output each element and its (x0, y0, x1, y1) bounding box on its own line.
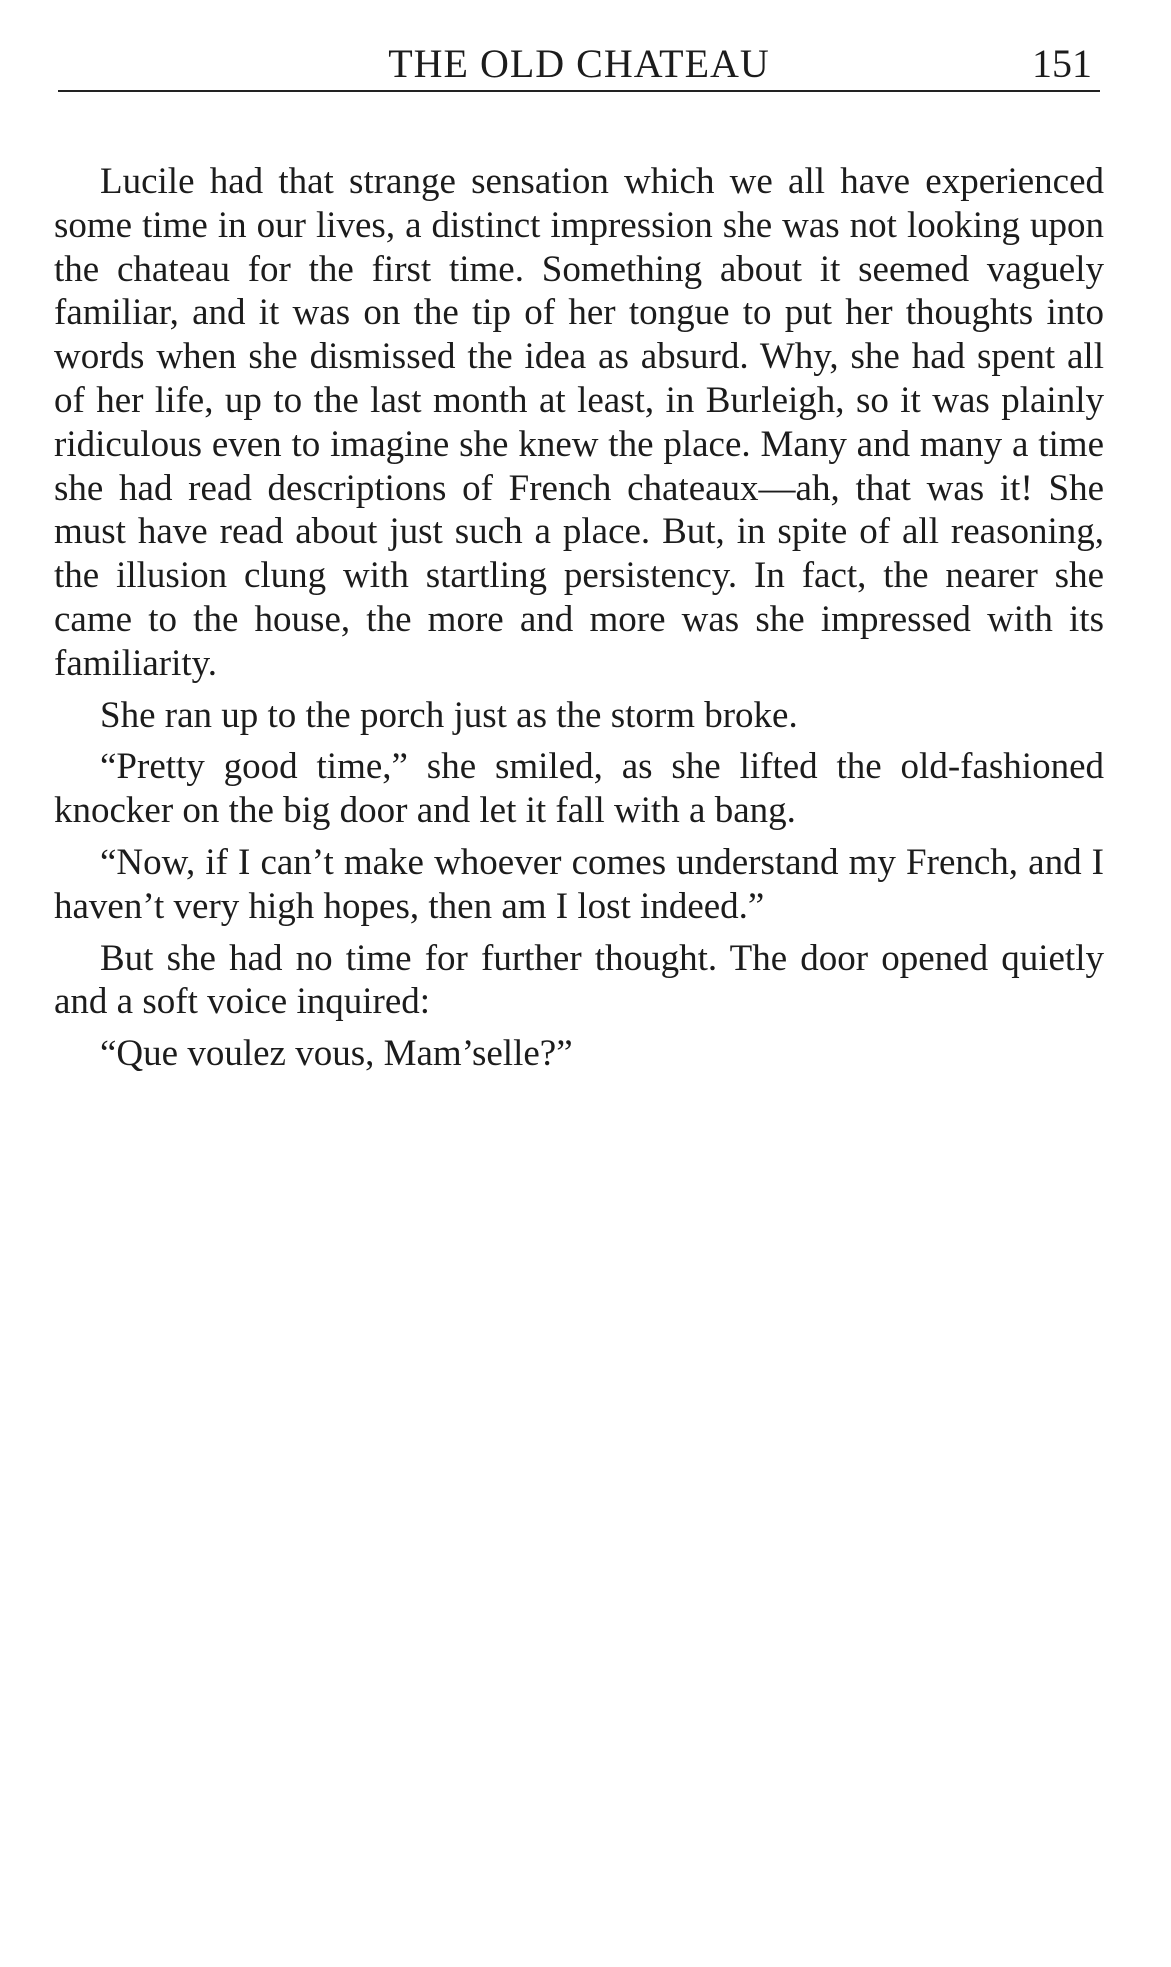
paragraph: But she had no time for further thought. The door opened quietly and a soft voice inquired: (54, 937, 1104, 1023)
paragraph: “Pretty good time,” she smiled, as she lifted the old-fashioned knocker on the big door and let it fall with a bang. (54, 746, 1104, 832)
paragraph: “Now, if I can’t make whoever comes understand my French, and I haven’t very high hopes, then am I lost indeed.” (54, 841, 1104, 927)
page-number: 151 (1032, 41, 1092, 86)
running-title: THE OLD CHATEAU (388, 41, 770, 86)
paragraph: Lucile had that strange sensation which we all have experienced some time in our lives, a distinct impression she was not looking upon the chateau for the first time. Something about it seemed vaguely familiar, and it was on the tip of her tongue to put her thoughts into words when she dismissed the idea as absurd. Why, she had spent all of her life, up to the last month at least, in Burleigh, so it was plainly ridiculous even to imagine she knew the place. Many and many a time she had read descriptions of French chateaux—ah, that was it! She must have read about just such a place. But, in spite of all reasoning, the illusion clung with startling persistency. In fact, the nearer she came to the house, the more and more was she impressed with its familiarity. (54, 161, 1104, 684)
paragraph: “Que voulez vous, Mam’selle?” (100, 1033, 573, 1075)
body-text (54, 160, 1104, 1084)
paragraph: She ran up to the porch just as the storm broke. (100, 694, 798, 736)
running-head (58, 38, 1100, 92)
